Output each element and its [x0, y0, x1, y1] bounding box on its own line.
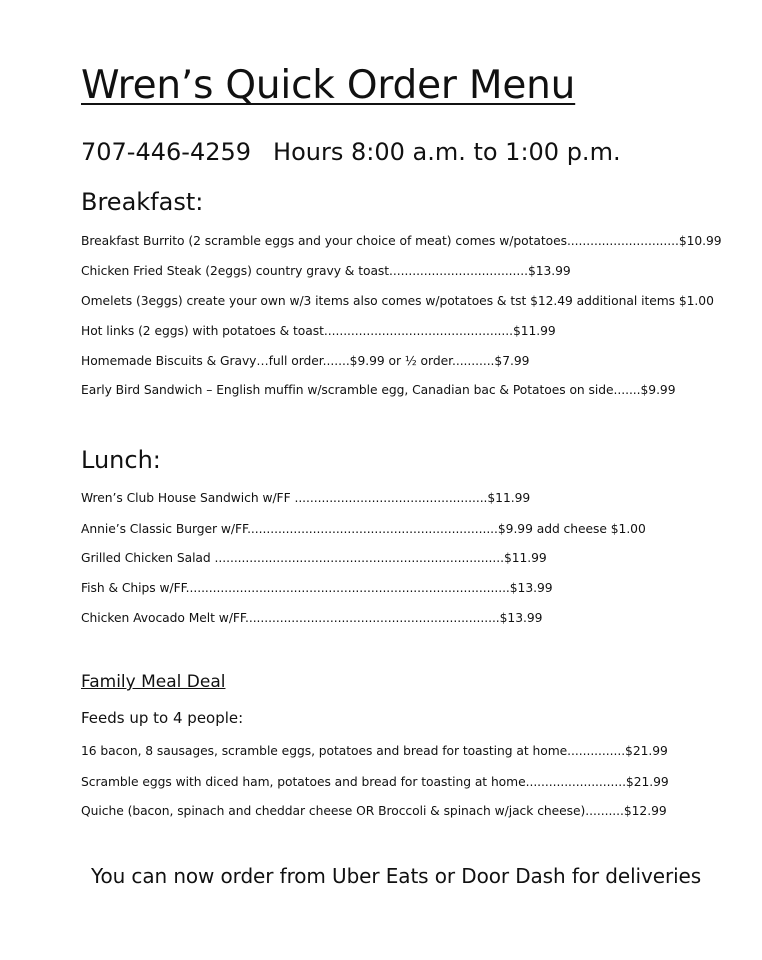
business-hours: Hours 8:00 a.m. to 1:00 p.m.: [273, 138, 621, 166]
family-meal-subheading: Feeds up to 4 people:: [81, 709, 244, 727]
family-meal-heading: Family Meal Deal: [81, 672, 226, 692]
family-meal-item: 16 bacon, 8 sausages, scramble eggs, potatoes and bread for toasting at home...............$21.99: [81, 744, 668, 758]
breakfast-item: Breakfast Burrito (2 scramble eggs and your choice of meat) comes w/potatoes.............................$10.99: [81, 234, 722, 248]
lunch-item: Grilled Chicken Salad ...........................................................................$11.99: [81, 551, 547, 565]
phone-number: 707-446-4259: [81, 138, 252, 166]
delivery-note: You can now order from Uber Eats or Door Dash for deliveries: [91, 864, 702, 888]
lunch-heading: Lunch:: [81, 446, 161, 474]
page-title: Wren’s Quick Order Menu: [81, 63, 576, 108]
lunch-item: Fish & Chips w/FF....................................................................................$13.99: [81, 581, 553, 595]
contact-line: [81, 136, 621, 168]
family-meal-item: Quiche (bacon, spinach and cheddar cheese OR Broccoli & spinach w/jack cheese)..........$12.99: [81, 804, 667, 818]
breakfast-item: Hot links (2 eggs) with potatoes & toast.................................................$11.99: [81, 324, 556, 338]
breakfast-item: Chicken Fried Steak (2eggs) country gravy & toast....................................$13.99: [81, 264, 571, 278]
breakfast-item: Homemade Biscuits & Gravy…full order.......$9.99 or ½ order...........$7.99: [81, 354, 530, 368]
lunch-item: Annie’s Classic Burger w/FF.................................................................$9.99 add cheese $1.00: [81, 522, 646, 536]
breakfast-heading: Breakfast:: [81, 188, 204, 216]
breakfast-item: Omelets (3eggs) create your own w/3 items also comes w/potatoes & tst $12.49 additional items $1.00: [81, 294, 714, 308]
breakfast-item: Early Bird Sandwich – English muffin w/scramble egg, Canadian bac & Potatoes on side.......$9.99: [81, 383, 676, 397]
lunch-item: Chicken Avocado Melt w/FF..................................................................$13.99: [81, 611, 543, 625]
lunch-item: Wren’s Club House Sandwich w/FF ..................................................$11.99: [81, 491, 531, 505]
family-meal-item: Scramble eggs with diced ham, potatoes and bread for toasting at home..........................$21.99: [81, 775, 669, 789]
